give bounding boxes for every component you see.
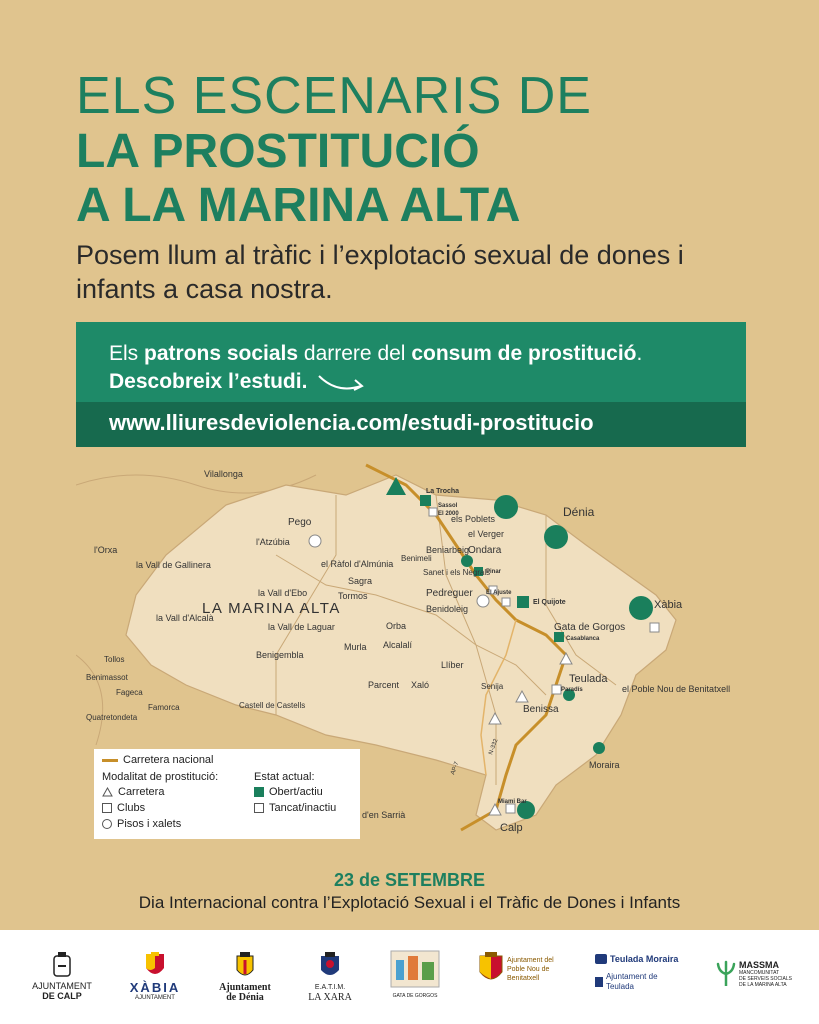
study-banner[interactable] [76, 322, 746, 447]
massma-logo-line-2: MANCOMUNITAT [739, 970, 780, 976]
massma-hands-icon [716, 960, 736, 986]
town-label: Quatretondeta [86, 713, 138, 722]
town-label: Benidoleig [426, 604, 469, 614]
venue-label: Paradís [561, 687, 583, 693]
gata-logo-text: GATA DE GORGOS [392, 993, 438, 999]
town-label: el Verger [468, 529, 505, 539]
club-closed-marker [502, 598, 510, 606]
flat-open-marker [629, 596, 653, 620]
town-label: Benigembla [256, 650, 304, 660]
town-label: Parcent [368, 680, 400, 690]
town-label: la Vall d'Alcalà [156, 613, 214, 623]
xabia-logo [122, 952, 188, 1003]
town-label: Murla [344, 642, 367, 652]
massma-logo-line-3: DE SERVEIS SOCIALS [739, 976, 792, 982]
town-label: Benimassot [86, 673, 128, 682]
town-label: Castell de Castells [239, 701, 306, 710]
town-label: Fageca [116, 688, 143, 697]
town-label: Xaló [411, 680, 430, 690]
town-label: Moraira [589, 760, 620, 770]
town-label: Ondara [468, 545, 502, 556]
venue-label: La Trocha [426, 488, 460, 495]
massma-logo [716, 960, 796, 988]
venue-label: Casablanca [566, 636, 600, 642]
legend-closed: Tancat/inactiu [269, 802, 337, 814]
town-label: Benimeli [401, 554, 432, 563]
calp-logo-line-1: AJUNTAMENT [32, 981, 92, 991]
flat-open-marker [461, 555, 473, 567]
massma-logo-line-1: MASSMA [739, 960, 779, 970]
club-open-marker [517, 596, 529, 608]
town-label: Vilallonga [204, 469, 243, 479]
venue-label: Miami Bar [498, 799, 527, 805]
banner-text-mid: darrere del [298, 342, 412, 365]
venue-label: Pinar [486, 569, 502, 575]
calp-logo [32, 952, 92, 1001]
circle-icon [102, 819, 112, 829]
calp-logo-line-2: DE CALP [42, 991, 82, 1001]
map-legend [94, 749, 360, 839]
laxara-logo-line-2: LA XARA [308, 992, 352, 1003]
teulada-logo-line-2: Ajuntament de Teulada [605, 972, 658, 991]
laxara-crest-icon [319, 952, 341, 980]
benitatxell-crest-icon [478, 952, 504, 986]
town-label: d'en Sarrià [362, 810, 406, 820]
flat-open-marker [593, 742, 605, 754]
teulada-badge-icon [595, 954, 607, 964]
banner-text [76, 322, 746, 402]
open-square-icon [254, 787, 264, 797]
legend-flats: Pisos i xalets [117, 818, 182, 830]
club-closed-marker [429, 508, 437, 516]
town-label: la Vall de Gallinera [136, 560, 211, 570]
town-label: Sanet i els Negrals [423, 568, 491, 577]
town-label: l'Orxa [94, 545, 118, 555]
denia-logo [215, 952, 275, 1003]
club-closed-marker [552, 685, 561, 694]
legend-clubs: Clubs [117, 802, 146, 814]
teulada-logo [595, 954, 687, 992]
venue-label: El 2000 [438, 511, 459, 517]
gata-logo [385, 950, 445, 1001]
banner-cta: Descobreix l’estudi. [109, 370, 308, 393]
legend-modality-title: Modalitat de prostitució: [102, 771, 219, 783]
xabia-logo-line-1: XÀBIA [129, 980, 181, 995]
denia-crest-icon [235, 952, 255, 980]
xabia-crest-icon [144, 952, 166, 980]
venue-label: El Quijote [533, 599, 566, 606]
town-label: Dénia [563, 505, 595, 519]
event-date: 23 de SETEMBRE [333, 870, 486, 890]
legend-status-title: Estat actual: [254, 771, 315, 783]
legend-road: Carretera nacional [123, 754, 214, 766]
flat-open-marker [494, 495, 518, 519]
sponsor-footer [0, 930, 819, 1024]
town-label: Sagra [348, 576, 373, 586]
denia-logo-line-1: Ajuntament [219, 982, 271, 993]
region-label: LA MARINA ALTA [202, 600, 341, 617]
triangle-icon [102, 787, 113, 797]
town-label: Orba [386, 621, 407, 631]
legend-open: Obert/actiu [269, 786, 323, 798]
road-number-label: AP-7 [450, 761, 461, 776]
town-label: Gata de Gorgos [554, 622, 626, 633]
banner-bold-2: consum de prostitució [411, 342, 637, 365]
town-label: Calp [500, 822, 523, 834]
town-label: Senija [481, 682, 504, 691]
subtitle: Posem llum al tràfic i l’explotació sexual de dones i infants a casa nostra. [76, 240, 684, 304]
town-label: Xàbia [654, 599, 683, 611]
town-label: Beniarbeig [426, 545, 470, 555]
square-icon [102, 803, 112, 813]
laxara-logo-line-1: E.A.T.I.M. [314, 984, 346, 991]
closed-square-icon [254, 803, 264, 813]
calp-crest-icon [52, 952, 72, 978]
town-label: Teulada [569, 673, 608, 685]
venue-label: El Ajuste [486, 590, 512, 596]
town-label: Alcalalí [383, 640, 413, 650]
benitatxell-logo-line-1: Ajuntament del [507, 956, 554, 964]
town-label: els Poblets [451, 514, 496, 524]
town-label: la Vall d'Ebo [258, 588, 308, 598]
road-number-label: N-332 [488, 738, 500, 756]
town-label: Tormos [338, 591, 368, 601]
club-closed-marker [506, 804, 515, 813]
town-label: el Poble Nou de Benitatxell [622, 684, 731, 694]
massma-logo-line-4: DE LA MARINA ALTA [739, 982, 787, 988]
town-label: el Ràfol d'Almúnia [321, 559, 394, 569]
teulada-crest-icon [595, 977, 603, 987]
flat-open-marker [544, 525, 568, 549]
town-label: l'Atzúbia [256, 537, 290, 547]
title-line-1: ELS ESCENARIS DE [76, 67, 592, 125]
event-name: Dia Internacional contra l’Explotació Sexual i el Tràfic de Dones i Infants [138, 893, 681, 912]
title-line-2: LA PROSTITUCIÓ [76, 125, 480, 178]
benitatxell-logo [478, 952, 558, 986]
xabia-logo-line-2: AJUNTAMENT [135, 995, 175, 1001]
town-label: Llíber [441, 660, 464, 670]
flat-closed-marker [309, 535, 321, 547]
banner-text-pre: Els [109, 342, 145, 365]
teulada-logo-line-1: Teulada Moraira [610, 954, 679, 964]
road-line-icon [102, 759, 118, 762]
club-open-marker [554, 632, 564, 642]
benitatxell-logo-line-2: Poble Nou de [507, 965, 550, 973]
town-label: la Vall de Laguar [268, 622, 335, 632]
benitatxell-logo-line-3: Benitatxell [507, 974, 540, 982]
town-label: Pego [288, 517, 312, 528]
laxara-logo [305, 952, 355, 1003]
flat-closed-marker [477, 595, 489, 607]
gata-town-illustration [390, 950, 440, 988]
legend-road-type: Carretera [118, 786, 165, 798]
banner-bold-1: patrons socials [144, 342, 299, 365]
venue-label: Sassol [438, 503, 458, 509]
study-url-link[interactable]: www.lliuresdeviolencia.com/estudi-prostitucio [76, 402, 746, 447]
town-label: Benissa [523, 704, 559, 715]
town-label: Famorca [148, 703, 180, 712]
denia-logo-line-2: de Dénia [226, 992, 264, 1003]
town-label: Tollos [104, 655, 125, 664]
club-closed-marker [650, 623, 659, 632]
banner-text-post: . [636, 342, 643, 365]
club-open-marker [420, 495, 431, 506]
town-label: Pedreguer [426, 588, 473, 599]
title-line-3: A LA MARINA ALTA [76, 179, 521, 232]
arrow-icon [317, 372, 367, 394]
